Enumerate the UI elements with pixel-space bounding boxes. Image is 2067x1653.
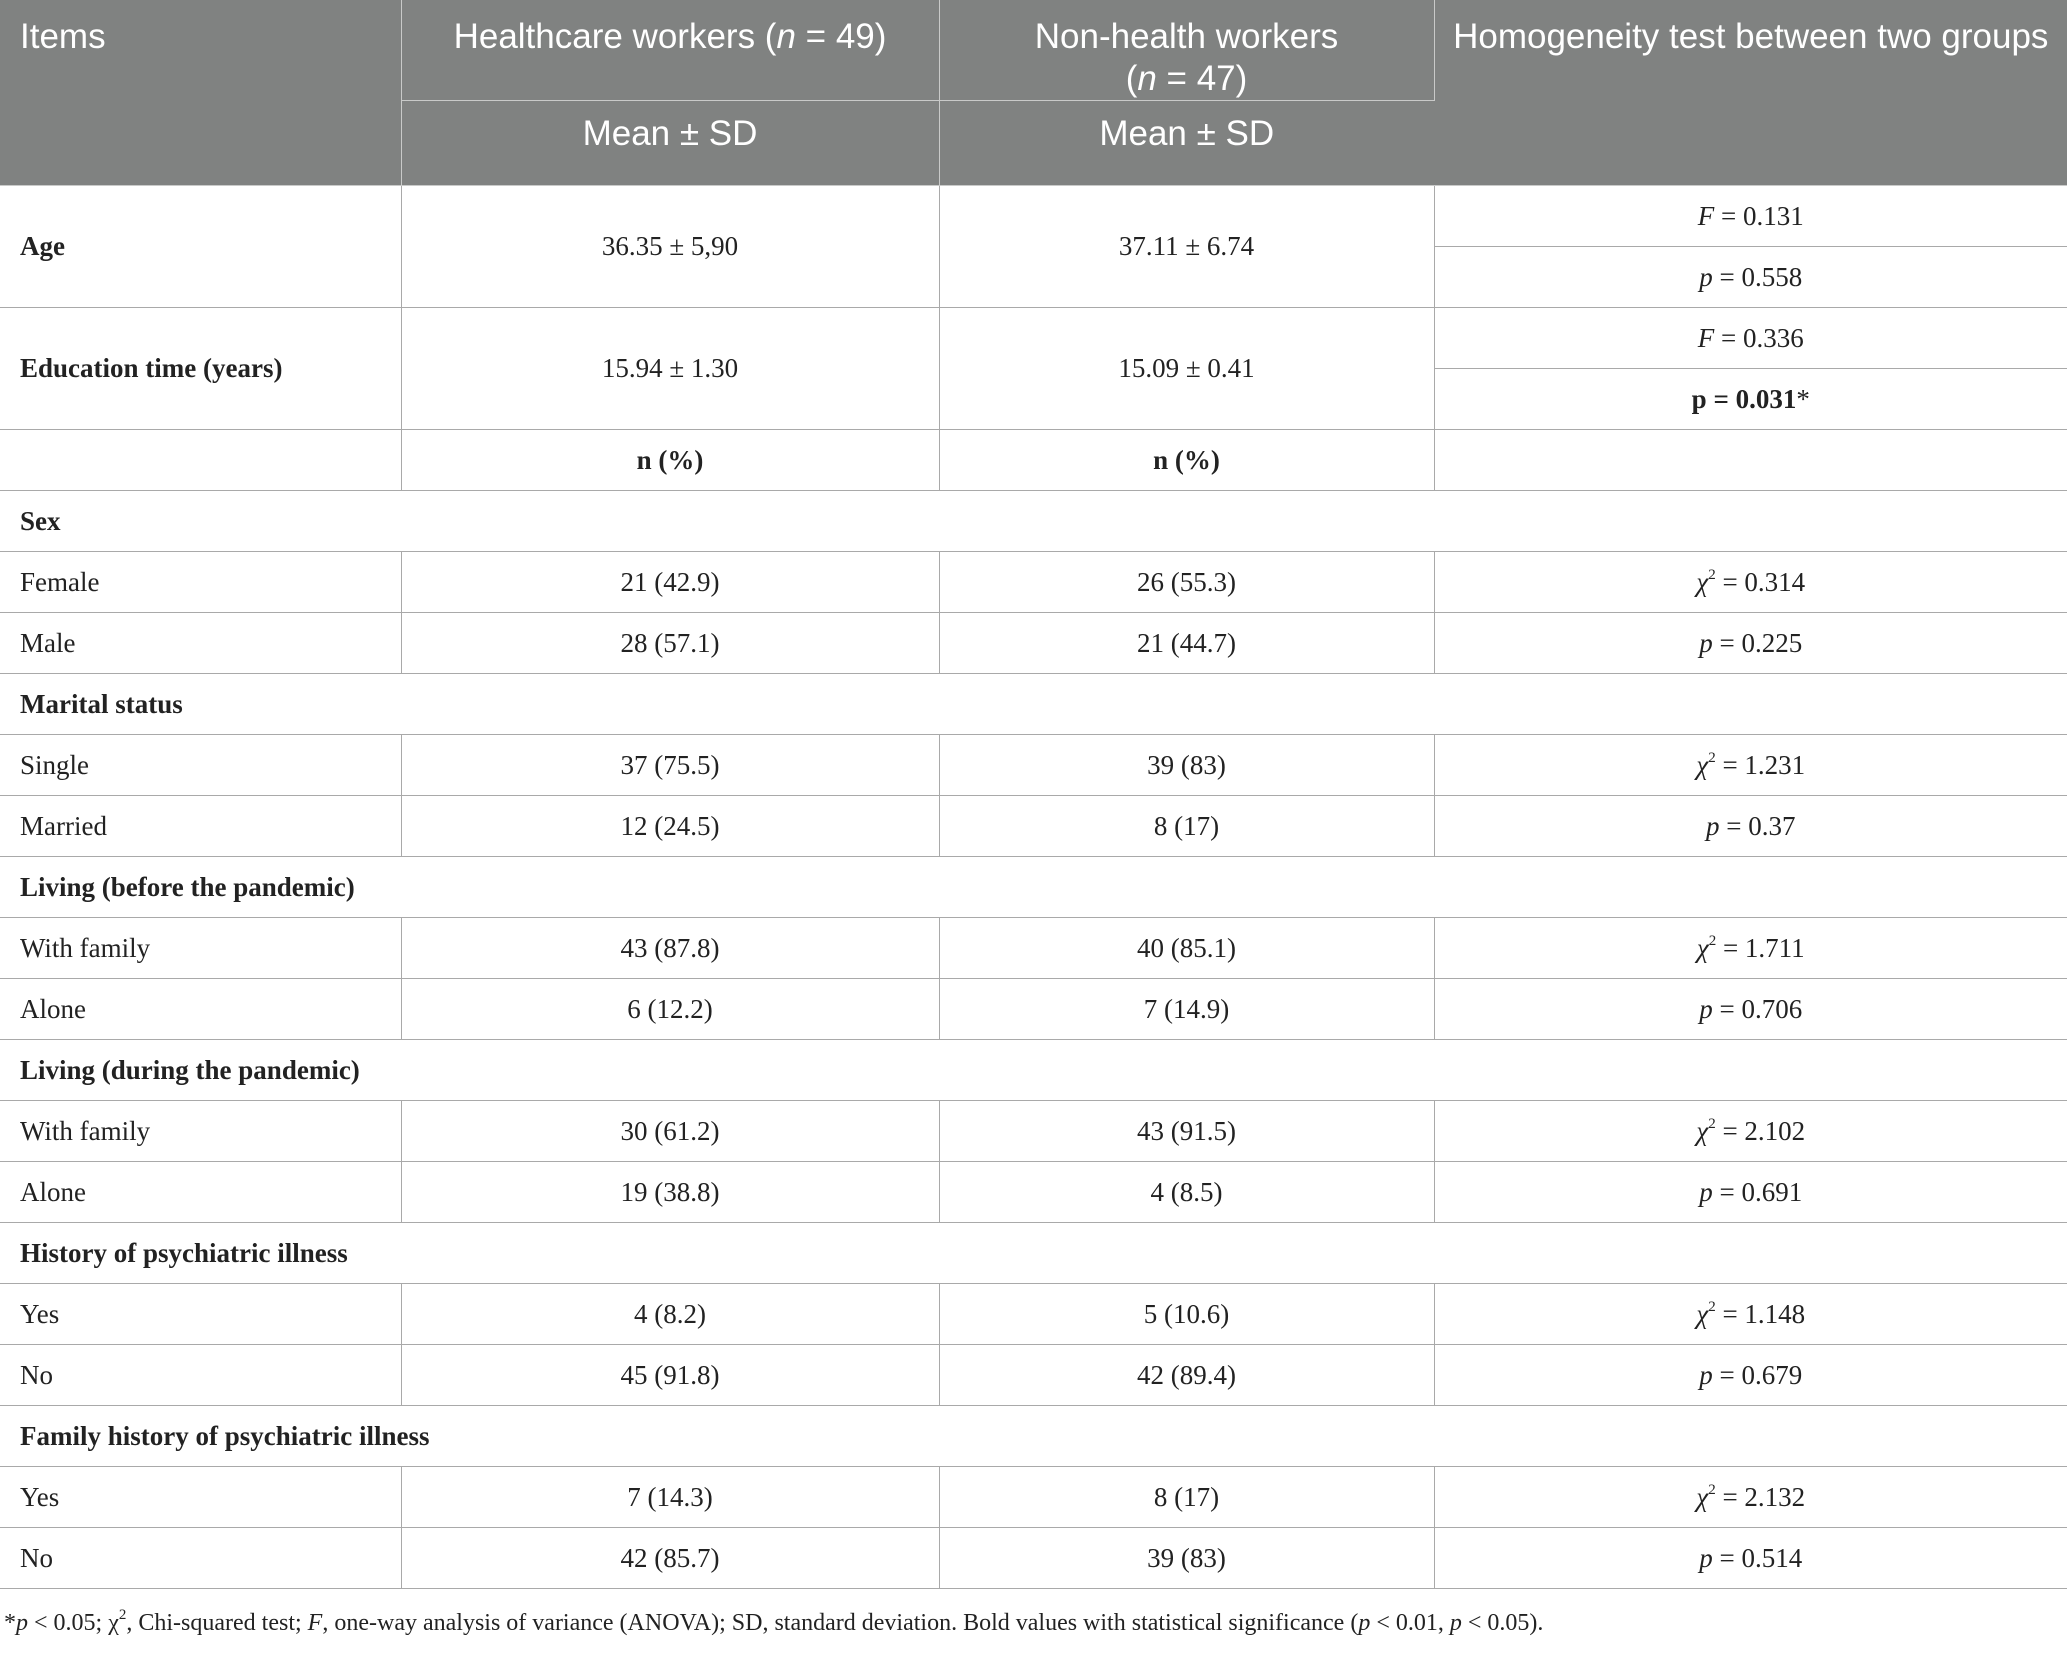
cell-nonhealth: 37.11 ± 6.74: [939, 186, 1434, 308]
cell-stat: [1434, 918, 2067, 979]
section-header-row: [0, 674, 2067, 735]
header-nonhealth-value: = 47): [1156, 59, 1248, 98]
header-mean-sd-healthcare: Mean ± SD: [401, 101, 939, 186]
row-label: Education time (years): [0, 308, 401, 430]
cell-stat-f: [1434, 308, 2067, 369]
cell-nonhealth: 39 (83): [939, 735, 1434, 796]
cell-healthcare: 21 (42.9): [401, 552, 939, 613]
cell-healthcare: 42 (85.7): [401, 1528, 939, 1589]
header-mean-sd-nonhealth: Mean ± SD: [939, 101, 1434, 186]
cell-healthcare: 6 (12.2): [401, 979, 939, 1040]
stat-symbol: p: [1699, 261, 1713, 292]
section-title: Living (before the pandemic): [0, 857, 2067, 918]
stat-value: = 0.336: [1714, 322, 1804, 353]
footnote-sup: 2: [118, 1607, 127, 1623]
cell-nonhealth: 21 (44.7): [939, 613, 1434, 674]
header-healthcare-value: = 49): [795, 17, 887, 56]
table-row: [0, 1467, 2067, 1528]
cell-stat: [1434, 796, 2067, 857]
stat-symbol: p: [1699, 627, 1713, 658]
stat-value: = 1.148: [1715, 1298, 1806, 1329]
stat-value-bold: p = 0.031: [1691, 383, 1797, 414]
footnote-text: , Chi-squared test;: [126, 1610, 308, 1636]
subheader-nonhealth: n (%): [939, 430, 1434, 491]
cell-nonhealth: 15.09 ± 0.41: [939, 308, 1434, 430]
stat-value: = 0.225: [1712, 627, 1803, 658]
footnote-p: p: [1449, 1610, 1462, 1636]
stat-value: = 0.131: [1714, 200, 1804, 231]
footnote-f: F: [307, 1610, 323, 1636]
footnote-p: p: [16, 1610, 28, 1636]
row-label: Age: [0, 186, 401, 308]
stat-symbol: χ: [1696, 1481, 1709, 1512]
cell-nonhealth: 5 (10.6): [939, 1284, 1434, 1345]
stat-symbol: p: [1699, 1359, 1713, 1390]
stat-symbol: χ: [1696, 1115, 1709, 1146]
header-healthcare-n: n: [776, 17, 796, 56]
cell-nonhealth: 43 (91.5): [939, 1101, 1434, 1162]
section-title: History of psychiatric illness: [0, 1223, 2067, 1284]
cell-nonhealth: 40 (85.1): [939, 918, 1434, 979]
cell-healthcare: 15.94 ± 1.30: [401, 308, 939, 430]
cell-stat: [1434, 979, 2067, 1040]
cell-healthcare: 37 (75.5): [401, 735, 939, 796]
stat-symbol: χ: [1696, 932, 1709, 963]
stat-symbol: p: [1699, 1542, 1713, 1573]
subheader-empty: [0, 430, 401, 491]
table-row-education: [0, 308, 2067, 369]
table-row: [0, 1528, 2067, 1589]
stat-superscript: 2: [1708, 1115, 1716, 1132]
cell-healthcare: 12 (24.5): [401, 796, 939, 857]
header-healthcare: [401, 0, 939, 101]
stat-symbol: χ: [1696, 566, 1709, 597]
stat-symbol: χ: [1696, 749, 1709, 780]
header-nonhealth: Non-health workers (n = 47): [939, 0, 1434, 101]
stat-symbol: χ: [1696, 1298, 1709, 1329]
cell-stat-f: [1434, 186, 2067, 247]
section-title: Living (during the pandemic): [0, 1040, 2067, 1101]
row-label: Yes: [0, 1467, 401, 1528]
row-label: No: [0, 1345, 401, 1406]
header-homogeneity: Homogeneity test between two groups: [1434, 0, 2067, 186]
footnote-p: p: [1358, 1610, 1371, 1636]
stat-symbol: p: [1706, 810, 1720, 841]
table-row: [0, 552, 2067, 613]
table-row: [0, 1162, 2067, 1223]
stat-value: = 0.314: [1715, 566, 1806, 597]
stat-value: = 0.706: [1712, 993, 1803, 1024]
table-subheader-row: [0, 430, 2067, 491]
cell-stat: [1434, 1345, 2067, 1406]
table-row: [0, 613, 2067, 674]
section-header-row: [0, 491, 2067, 552]
header-nonhealth-label: Non-health workers: [1034, 17, 1339, 56]
header-nonhealth-n: n: [1137, 59, 1157, 98]
cell-healthcare: 4 (8.2): [401, 1284, 939, 1345]
subheader-empty: [1434, 430, 2067, 491]
header-healthcare-label: Healthcare workers (: [453, 17, 777, 56]
table-row: [0, 796, 2067, 857]
cell-healthcare: 30 (61.2): [401, 1101, 939, 1162]
stat-symbol: F: [1697, 200, 1715, 231]
cell-nonhealth: 4 (8.5): [939, 1162, 1434, 1223]
row-label: Married: [0, 796, 401, 857]
row-label: Alone: [0, 979, 401, 1040]
footnote-text: < 0.05).: [1461, 1610, 1544, 1636]
section-title: Family history of psychiatric illness: [0, 1406, 2067, 1467]
categorical-sections: [0, 491, 2067, 1589]
stat-symbol: F: [1697, 322, 1715, 353]
section-header-row: [0, 857, 2067, 918]
table-row-age: [0, 186, 2067, 247]
stat-symbol: p: [1699, 993, 1713, 1024]
stat-value: = 0.37: [1719, 810, 1796, 841]
cell-stat-p: [1434, 247, 2067, 308]
cell-stat: [1434, 613, 2067, 674]
stat-superscript: 2: [1708, 932, 1717, 949]
header-items: Items: [0, 0, 401, 186]
table-row: [0, 1101, 2067, 1162]
cell-stat: [1434, 552, 2067, 613]
stat-value: = 0.514: [1712, 1542, 1803, 1573]
row-label: Female: [0, 552, 401, 613]
row-label: Single: [0, 735, 401, 796]
cell-nonhealth: 8 (17): [939, 796, 1434, 857]
stat-symbol: p: [1699, 1176, 1713, 1207]
footnote-text: < 0.05; χ: [28, 1610, 119, 1636]
row-label: No: [0, 1528, 401, 1589]
table-header: [0, 0, 2067, 186]
section-header-row: [0, 1040, 2067, 1101]
cell-healthcare: 36.35 ± 5,90: [401, 186, 939, 308]
table-row: [0, 1345, 2067, 1406]
cell-nonhealth: 42 (89.4): [939, 1345, 1434, 1406]
stat-superscript: 2: [1708, 749, 1716, 766]
table-row: [0, 1284, 2067, 1345]
section-header-row: [0, 1406, 2067, 1467]
section-header-row: [0, 1223, 2067, 1284]
subheader-healthcare: n (%): [401, 430, 939, 491]
stat-value: = 0.679: [1712, 1359, 1803, 1390]
footnote-text: < 0.01,: [1370, 1610, 1450, 1636]
row-label: With family: [0, 918, 401, 979]
cell-nonhealth: 39 (83): [939, 1528, 1434, 1589]
cell-nonhealth: 7 (14.9): [939, 979, 1434, 1040]
cell-healthcare: 7 (14.3): [401, 1467, 939, 1528]
stat-value: = 2.132: [1715, 1481, 1806, 1512]
section-title: Sex: [0, 491, 2067, 552]
cell-nonhealth: 8 (17): [939, 1467, 1434, 1528]
row-label: Alone: [0, 1162, 401, 1223]
table-row: [0, 735, 2067, 796]
cell-healthcare: 45 (91.8): [401, 1345, 939, 1406]
stat-value: = 0.691: [1712, 1176, 1803, 1207]
row-label: Yes: [0, 1284, 401, 1345]
cell-stat: [1434, 1101, 2067, 1162]
section-title: Marital status: [0, 674, 2067, 735]
row-label: Male: [0, 613, 401, 674]
cell-healthcare: 43 (87.8): [401, 918, 939, 979]
cell-stat: [1434, 1162, 2067, 1223]
table-row: [0, 979, 2067, 1040]
table-body: [0, 186, 2067, 491]
cell-stat: [1434, 1467, 2067, 1528]
row-label: With family: [0, 1101, 401, 1162]
significance-star: *: [1796, 383, 1810, 414]
footnote-text: , one-way analysis of variance (ANOVA); SD, standard deviation. Bold values with statistical significance (: [322, 1610, 1359, 1636]
stat-value: = 2.102: [1715, 1115, 1806, 1146]
stat-value: = 1.231: [1715, 749, 1806, 780]
cell-nonhealth: 26 (55.3): [939, 552, 1434, 613]
cell-stat: [1434, 1528, 2067, 1589]
stat-superscript: 2: [1708, 1298, 1716, 1315]
cell-healthcare: 19 (38.8): [401, 1162, 939, 1223]
stat-value: = 0.558: [1712, 261, 1803, 292]
cell-stat: [1434, 735, 2067, 796]
cell-stat-p-significant: [1434, 369, 2067, 430]
stat-superscript: 2: [1708, 1481, 1716, 1498]
stat-value: = 1.711: [1716, 932, 1805, 963]
table-footnote: [4, 1608, 1543, 1638]
table-row: [0, 918, 2067, 979]
footnote-star: *: [4, 1610, 16, 1636]
stat-superscript: 2: [1708, 566, 1716, 583]
cell-stat: [1434, 1284, 2067, 1345]
cell-healthcare: 28 (57.1): [401, 613, 939, 674]
